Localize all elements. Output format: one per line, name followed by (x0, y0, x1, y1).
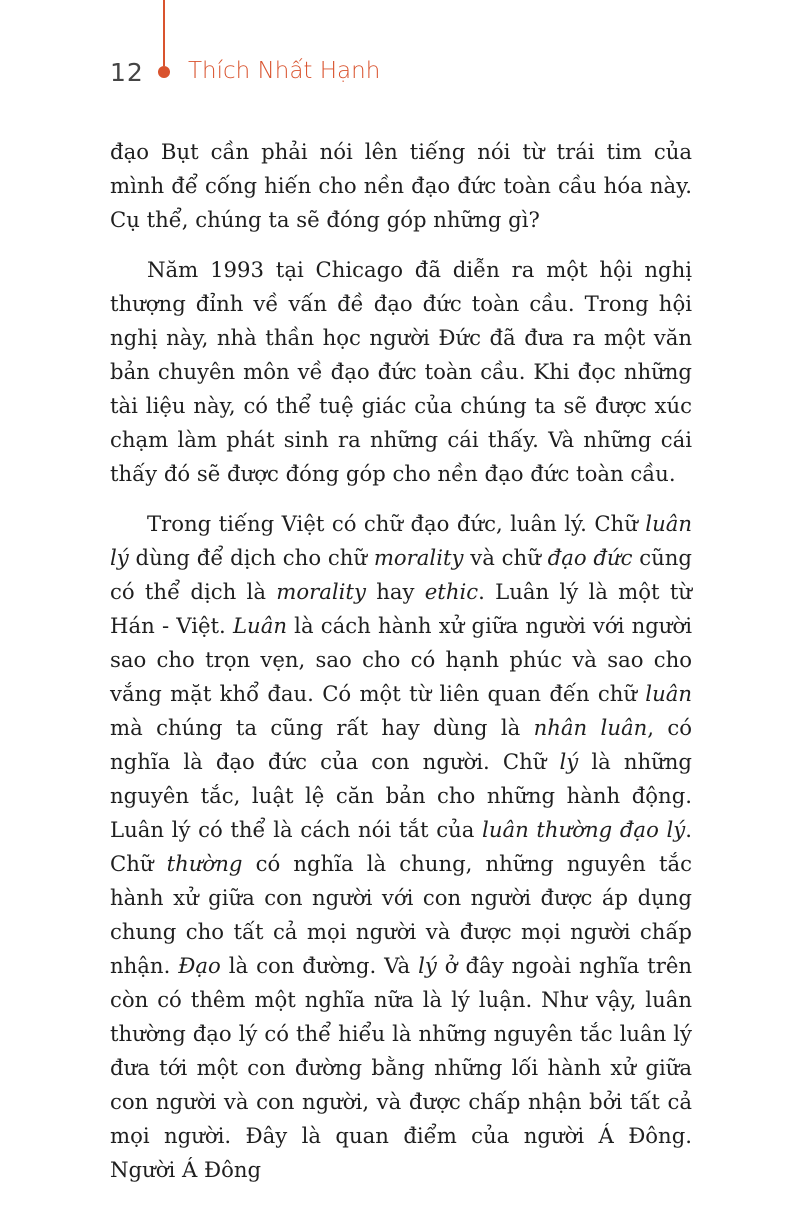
italic-term: nhân luân (533, 715, 648, 740)
italic-term: lý (559, 749, 579, 774)
text-run: Năm 1993 tại Chicago đã diễn ra một hội nghị thượng đỉnh về vấn đề đạo đức toàn cầu. Trong hội nghị này, nhà thần học người Đức đã đưa ra một văn bản chuyên môn về đạo đức toàn cầu. Khi đọc những tài liệu này, có thể tuệ giác của chúng ta sẽ được xúc chạm làm phát sinh ra những cái thấy. Và những cái thấy đó sẽ được đóng góp cho nền đạo đức toàn cầu. (110, 257, 692, 486)
header-dot-ornament (158, 66, 170, 78)
italic-term: Luân (232, 613, 287, 638)
text-run: . Chữ (110, 817, 692, 876)
text-run: ở đây ngoài nghĩa trên còn có thêm một nghĩa nữa là lý luận. Như vậy, luân thường đạo lý có thể hiểu là những nguyên tắc luân lý đưa tới một con đường bằng những lối hành xử giữa con người và con người, và được chấp nhận bởi tất cả mọi người. Đây là quan điểm của người Á Đông. Người Á Đông (110, 953, 693, 1182)
text-run: dùng để dịch cho chữ (128, 545, 374, 570)
italic-term: luân thường đạo lý (482, 817, 686, 842)
text-run: là những nguyên tắc, luật lệ căn bản cho những hành động. Luân lý có thể là cách nói tắt của (110, 749, 692, 842)
text-run: . Luân lý là một từ Hán - Việt. (110, 579, 692, 638)
italic-term: đạo đức (547, 545, 633, 570)
text-run: , có nghĩa là đạo đức của con người. Chữ (110, 715, 692, 774)
italic-term: lý (418, 953, 437, 978)
text-run: là cách hành xử giữa người với người sao cho trọn vẹn, sao cho có hạnh phúc và sao cho vắng mặt khổ đau. Có một từ liên quan đến chữ (110, 613, 692, 706)
italic-term: thường (166, 851, 243, 876)
italic-term: Đạo (178, 953, 221, 978)
text-run: và chữ (463, 545, 548, 570)
body-text (110, 135, 692, 1187)
paragraph-1 (110, 135, 692, 237)
text-run: mà chúng ta cũng rất hay dùng là (110, 715, 534, 740)
italic-term: luân lý (110, 511, 692, 570)
text-run: hay (365, 579, 425, 604)
text-run: có nghĩa là chung, những nguyên tắc hành xử giữa con người với con người được áp dụng chung cho tất cả mọi người và được mọi người chấp nhận. (110, 851, 692, 978)
italic-term: morality (373, 545, 464, 570)
italic-term: morality (276, 579, 366, 604)
paragraph-3 (110, 507, 692, 1187)
page-number: 12 (110, 58, 144, 87)
italic-term: ethic (424, 579, 479, 604)
text-run: cũng có thể dịch là (110, 545, 692, 604)
text-run: đạo Bụt cần phải nói lên tiếng nói từ trái tim của mình để cống hiến cho nền đạo đức toàn cầu hóa này. Cụ thể, chúng ta sẽ đóng góp những gì? (110, 139, 692, 232)
paragraph-2 (110, 253, 692, 491)
text-run: Trong tiếng Việt có chữ đạo đức, luân lý. Chữ (147, 511, 646, 536)
italic-term: luân (645, 681, 692, 706)
header-vertical-rule (163, 0, 165, 66)
running-head-author: Thích Nhất Hạnh (188, 58, 381, 84)
text-run: là con đường. Và (220, 953, 419, 978)
